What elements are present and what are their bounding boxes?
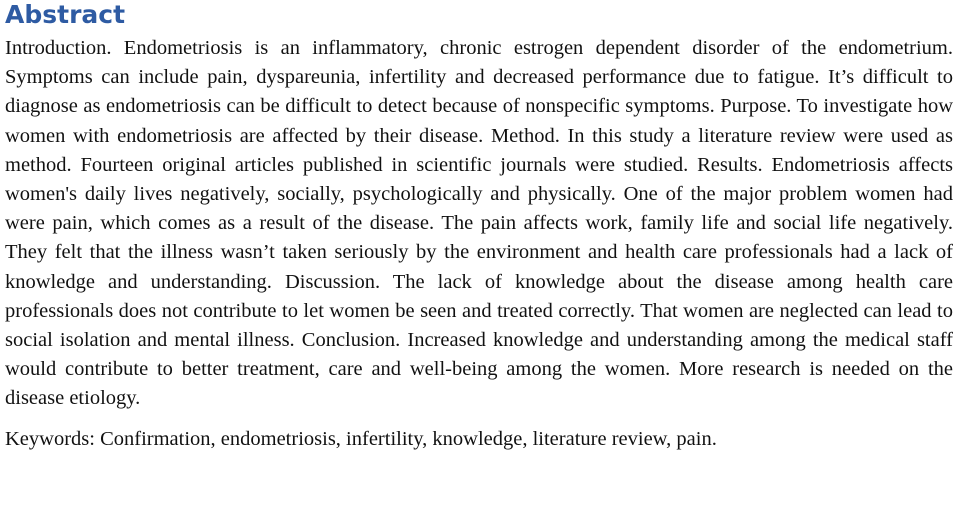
abstract-page — [5, 0, 955, 454]
abstract-results: Results. Endometriosis affects women's daily lives negatively, socially, psychologically and physically. One of the major problem women had were pain, which comes as a result of the disease. The pain affects work, family life and social life negatively. They felt that the illness wasn’t taken seriously by the environment and health care professionals had a lack of knowledge and understanding. — [5, 153, 954, 293]
keywords-line: Keywords: Confirmation, endometriosis, infertility, knowledge, literature review, pain. — [5, 427, 717, 450]
abstract-heading: Abstract — [5, 0, 126, 29]
abstract-body — [5, 34, 955, 414]
abstract-purpose: Purpose. To investigate how women with endometriosis are affected by their disease. — [5, 95, 954, 147]
abstract-discussion: Discussion. The lack of knowledge about the disease among health care professionals does not contribute to let women be seen and treated correctly. That women are neglected can lead to social isolation and mental illness. — [5, 270, 953, 352]
abstract-conclusion: Conclusion. Increased knowledge and understanding among the medical staff would contribute to better treatment, care and well-being among the women. More research is needed on the disease etiology. — [5, 329, 954, 410]
abstract-method: Method. In this study a literature review were used as method. Fourteen original articles published in scientific journals were studied. — [5, 124, 953, 176]
abstract-introduction: Introduction. Endometriosis is an inflammatory, chronic estrogen dependent disorder of the endometrium. Symptoms can include pain, dyspareunia, infertility and decreased performance due to fatigue. It’s difficult to diagnose as endometriosis can be difficult to detect because of nonspecific symptoms. — [5, 37, 953, 118]
